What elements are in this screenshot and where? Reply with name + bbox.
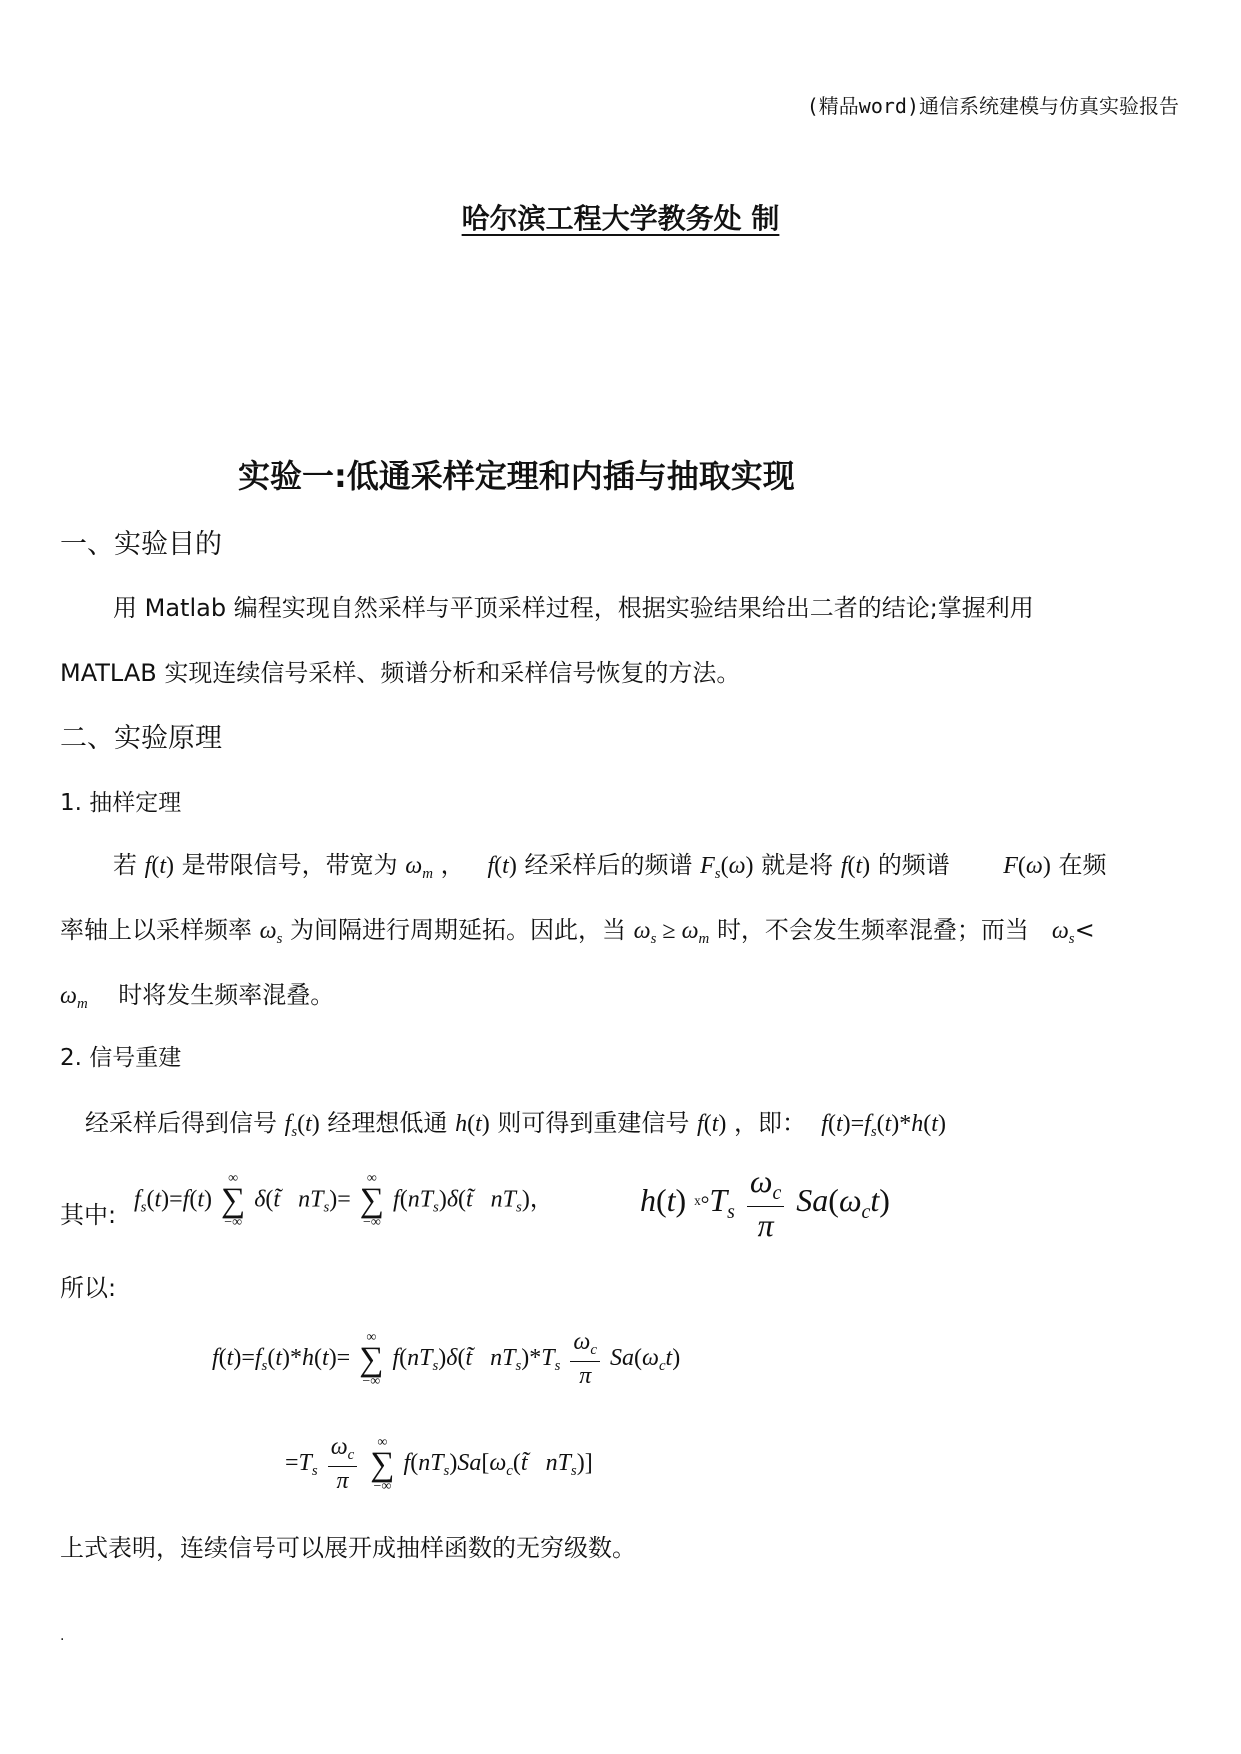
formula-h-t: h(t)	[455, 1111, 490, 1137]
sampling-paragraph-line-1	[113, 845, 1106, 883]
purpose-paragraph-line-1: 用 Matlab 编程实现自然采样与平顶采样过程，根据实验结果给出二者的结论;掌握利用	[113, 594, 1034, 622]
formula-omega-s-ge-omega-m: $\omega_s \ge \omega_m$	[633, 918, 710, 948]
text-run: 的频谱	[877, 851, 950, 879]
summation-sign: ∞ ∑ −∞	[221, 1171, 246, 1230]
formula-omega-m: $\omega_m$	[60, 983, 88, 1013]
conclusion-paragraph: 上式表明，连续信号可以展开成抽样函数的无穷级数。	[60, 1534, 636, 1562]
section-heading-principle: 二、实验原理	[60, 723, 222, 754]
fraction-omega-c-over-pi: $\frac{\omega_c}{\pi}$	[328, 1435, 358, 1494]
experiment-title: 实验一:低通采样定理和内插与抽取实现	[238, 457, 795, 495]
text-run: 经采样后的频谱	[524, 851, 693, 879]
text-run: ，	[440, 851, 465, 879]
formula-omega-s: $\omega_s$	[259, 918, 283, 948]
text-run: 若	[113, 851, 137, 879]
text-run: 为间隔进行周期延拓。因此，当	[290, 916, 627, 944]
text-run: 则可得到重建信号	[497, 1109, 690, 1137]
fraction-omega-c-over-pi: $\frac{\omega_c}{\pi}$	[747, 1165, 784, 1242]
formula-impulse-response: h(t) $ˣ^\circ T_s$ $\frac{\omega_c}{\pi}$ $Sa(\omega_ct)$	[640, 1163, 890, 1243]
text-run: 是带限信号，带宽为	[181, 851, 398, 879]
summation-sign: ∞ ∑ −∞	[359, 1171, 385, 1230]
subsection-heading-sampling-theorem: 1. 抽样定理	[60, 790, 182, 816]
fraction-omega-c-over-pi: $\frac{\omega_c}{\pi}$	[570, 1330, 600, 1389]
purpose-paragraph-line-2: MATLAB 实现连续信号采样、频谱分析和采样信号恢复的方法。	[60, 659, 741, 687]
less-than-sign: <	[1074, 916, 1095, 944]
formula-reconstruction-1: $f(t)=f_s(t)*h(t)=$ ∞ ∑ −∞ $f(nT_s)\delta(t̃$ $nT_s)*T_s$ $\frac{\omega_c}{\pi}$ $Sa(\omega_ct)$	[212, 1329, 681, 1389]
label-therefore: 所以:	[60, 1274, 117, 1302]
formula-f-t: f(t)	[144, 853, 174, 879]
text-run: 就是将	[761, 851, 834, 879]
formula-reconstruction-2: $=T_s$ $\frac{\omega_c}{\pi}$ ∞ ∑ −∞ $f(nT_s)Sa[\omega_c(t̃$ $nT_s$)]	[285, 1434, 593, 1494]
running-header: (精品word)通信系统建模与仿真实验报告	[806, 94, 1179, 118]
sampling-paragraph-line-2	[60, 910, 1095, 948]
formula-omega-m: $\omega_m$	[405, 853, 433, 883]
section-heading-purpose: 一、实验目的	[60, 529, 222, 560]
formula-f-t: f(t)	[840, 853, 871, 879]
reconstruction-paragraph-line-1	[85, 1103, 946, 1141]
subsection-heading-signal-reconstruction: 2. 信号重建	[60, 1045, 182, 1071]
formula-omega-s: $\omega_s$	[1051, 918, 1075, 948]
formula-fs-t: $f_s(t)$	[284, 1111, 320, 1141]
text-run: 经采样后得到信号	[85, 1109, 277, 1137]
summation-sign: ∞ ∑ −∞	[370, 1434, 395, 1494]
org-title: 哈尔滨工程大学教务处 制	[461, 202, 780, 235]
formula-convolution: $f(t)=f_s(t)*h(t)$	[821, 1111, 946, 1141]
formula-sampled-signal: $f_s(t)=f(t)$ ∞ ∑ −∞ δ(t̃ $nT_s)=$ ∞ ∑ −∞ $f(nT_s)\delta(t̃$ $nT_s$)，	[134, 1171, 554, 1230]
text-run: 时将发生频率混叠。	[118, 981, 335, 1009]
summation-sign: ∞ ∑ −∞	[359, 1329, 384, 1389]
label-where: 其中:	[60, 1201, 117, 1229]
text-run: ，即：	[734, 1109, 806, 1137]
text-run: 时，不会发生频率混叠；而当	[716, 916, 1029, 944]
text-run: 在频	[1058, 851, 1107, 879]
formula-f-t: f(t)	[697, 1111, 727, 1137]
sampling-paragraph-line-3	[60, 975, 334, 1013]
text-run: 经理想低通	[327, 1109, 448, 1137]
formula-Fs-omega: $F_s(\omega)$	[700, 853, 754, 883]
formula-f-t: f(t)	[487, 853, 517, 879]
formula-F-omega: F(ω)	[1003, 853, 1051, 879]
text-run: 率轴上以采样频率	[60, 916, 252, 944]
footer-mark: .	[60, 1628, 65, 1644]
